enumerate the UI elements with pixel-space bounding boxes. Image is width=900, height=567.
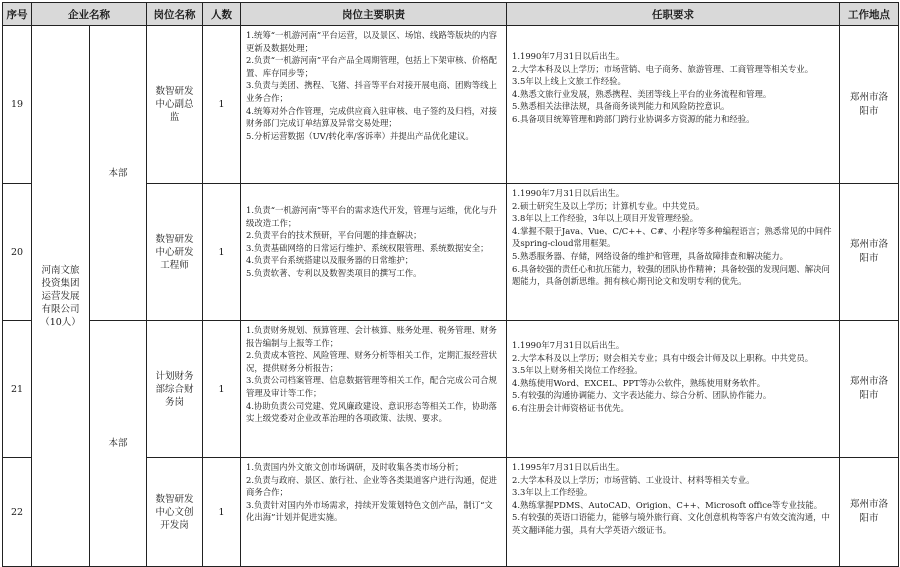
requirements-cell [507,321,840,458]
head-count: 1 [203,26,241,184]
requirement-item: 4.熟练使用Word、EXCEL、PPT等办公软件，熟练使用财务软件。 [512,377,766,388]
header-position: 岗位名称 [147,3,203,26]
requirement-item: 5.有较强的沟通协调能力、文字表达能力、综合分析、团队协作能力。 [512,390,772,401]
duty-item: 5.分析运营数据（UV/转化率/客诉率）并提出产品优化建议。 [246,130,474,141]
duty-item: 2.负责“一机游河南”平台产品全周期管理，包括上下架审核、价格配置、库存同步等； [246,55,498,78]
row-seq: 20 [3,184,32,321]
requirement-item: 6.有注册会计师资格证书优先。 [512,402,629,413]
header-duties: 岗位主要职责 [241,3,507,26]
work-location: 郑州市洛阳市 [840,321,899,458]
duty-item: 3.负责与美团、携程、飞猪、抖音等平台对接开展电商、团购等线上业务合作； [246,80,497,103]
duty-item: 4.负责平台系统搭建以及服务器的日常维护； [246,255,414,266]
requirement-item: 2.大学本科及以上学历；市场营销、工业设计、材料等相关专业。 [512,474,755,485]
requirement-item: 3.8年以上工作经验，3年以上项目开发管理经验。 [512,213,699,224]
work-location: 郑州市洛阳市 [840,26,899,184]
duty-item: 3.负责针对国内外市场需求，持续开发策划特色文创产品，制订“文化出海”计划并促进实施。 [246,499,493,523]
work-location: 郑州市洛阳市 [840,184,899,321]
recruitment-table [2,2,899,567]
requirement-item: 5.熟悉相关法律法规，具备商务谈判能力和风险防控意识。 [512,101,730,112]
head-count: 1 [203,458,241,567]
company-name-cell [32,26,90,567]
company-name: 河南文旅投资集团运营发展有限公司（10人） [40,264,81,328]
requirement-item: 4.熟悉文旅行业发展，熟悉携程、美团等线上平台的业务流程和管理。 [512,88,772,99]
head-count: 1 [203,321,241,458]
requirement-item: 4.熟练掌握PDMS、AutoCAD、Origion、C++、Microsoft office等专业技能。 [512,499,823,510]
duties-cell [241,26,507,184]
requirement-item: 1.1990年7月31日以后出生。 [512,51,625,61]
requirement-item: 3.3年以上工作经验。 [512,487,593,498]
duty-item: 2.负责与政府、景区、旅行社、企业等各类渠道客户进行沟通，促进商务合作； [246,474,497,498]
row-seq: 22 [3,458,32,567]
requirements-cell [507,184,840,321]
requirement-item: 6.具备项目统筹管理和跨部门跨行业协调多方资源的能力和经验。 [512,113,755,124]
position-name: 数智研发中心副总监 [147,26,203,184]
requirement-item: 5.熟悉服务器、存储，网络设备的维护和管理，具备故障排查和解决能力。 [512,250,788,261]
department-cell: 本部 [90,26,147,321]
requirement-item: 1.1990年7月31日以后出生。 [512,340,625,350]
duty-item: 1.统筹“一机游河南”平台运营，以及景区、场馆、线路等版块的内容更新及数据处理； [246,30,498,53]
header-seq: 序号 [3,3,32,26]
row-seq: 21 [3,321,32,458]
duties-cell [241,184,507,321]
duty-item: 4.协助负责公司党建、党风廉政建设、意识形态等相关工作，协助落实上级党委对企业改革治理的各项政策、法规、要求。 [246,400,497,424]
row-seq: 19 [3,26,32,184]
requirement-item: 3.5年以上线上文旅工作经验。 [512,76,626,87]
requirements-cell [507,458,840,567]
work-location: 郑州市洛阳市 [840,458,899,567]
header-company: 企业名称 [32,3,147,26]
duty-item: 3.负责基础网络的日常运行维护、系统权限管理、系统数据安全； [246,242,489,253]
duty-item: 3.负责公司档案管理、信息数据管理等相关工作，配合完成公司合规管理及审计等工作； [246,375,497,398]
header-requirements: 任职要求 [507,3,840,26]
head-count: 1 [203,184,241,321]
position-name: 计划财务部综合财务岗 [147,321,203,458]
table-row [3,321,899,458]
duties-cell [241,458,507,567]
duty-item: 5.负责软著、专利以及数智类项目的撰写工作。 [246,267,422,278]
duty-item: 2.负责成本管控、风险管理、财务分析等相关工作，定期汇报经营状况，提供财务分析报告； [246,350,497,373]
requirement-item: 2.大学本科及以上学历；财会相关专业；具有中级会计师及以上职称。中共党员。 [512,352,814,363]
department-cell: 本部 [90,321,147,567]
requirement-item: 2.硕士研究生及以上学历；计算机专业。中共党员。 [512,200,705,211]
requirement-item: 3.5年以上财务相关岗位工作经验。 [512,365,643,376]
header-count: 人数 [203,3,241,26]
duty-item: 4.统筹对外合作管理，完成供应商入驻审核、电子签约及归档，对接财务部门完成订单结算及异常交易处理； [246,105,497,129]
requirement-item: 1.1995年7月31日以后出生。 [512,462,625,472]
requirement-item: 2.大学本科及以上学历；市场营销、电子商务、旅游管理、工商管理等相关专业。 [512,63,814,74]
position-name: 数智研发中心文创开发岗 [147,458,203,567]
requirement-item: 1.1990年7月31日以后出生。 [512,188,625,198]
header-location: 工作地点 [840,3,899,26]
header-row [3,3,899,26]
requirement-item: 5.有较强的英语口语能力，能够与境外旅行商、文化创意机构等客户有效交流沟通，中英文翻译能力强，具有大学英语六级证书。 [512,512,830,535]
position-name: 数智研发中心研发工程师 [147,184,203,321]
requirement-item: 4.掌握不限于Java、Vue、C/C++、C#、小程序等多种编程语言；熟悉常见的中间件及spring-cloud常用框架。 [512,225,832,249]
duties-cell [241,321,507,458]
table-row [3,26,899,184]
requirement-item: 6.具备较强的责任心和抗压能力，较强的团队协作精神；具备较强的发现问题、解决问题能力，具备创新思维。拥有核心期刊论文和发明专利的优先。 [512,263,830,287]
duty-item: 1.负责财务规划、预算管理、会计核算、账务处理、税务管理、财务报告编制与上报等工作； [246,325,497,348]
duty-item: 1.负责国内外文旅文创市场调研，及时收集各类市场分析； [246,462,464,472]
requirements-cell [507,26,840,184]
duty-item: 2.负责平台的技术预研，平台问题的排查解决； [246,230,422,241]
duty-item: 1.负责“一机游河南”等平台的需求迭代开发，管理与运维，优化与升级改造工作； [246,205,498,228]
